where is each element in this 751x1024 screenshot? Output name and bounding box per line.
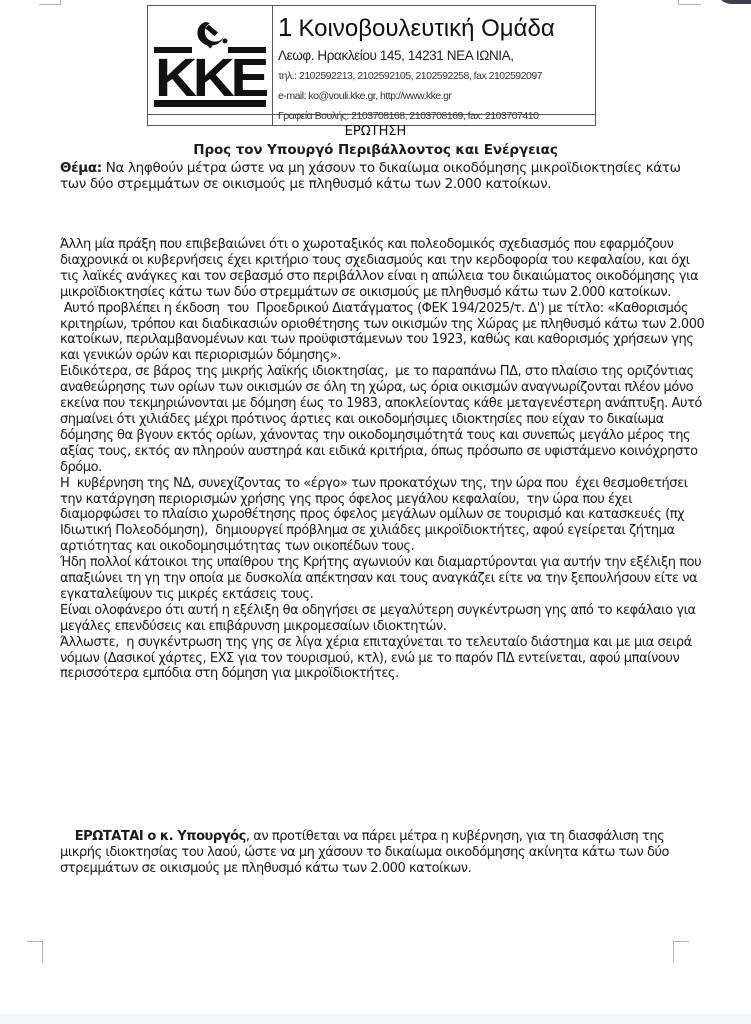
body-paragraph: Η κυβέρνηση της ΝΔ, συνεχίζοντας το «έργο» των προκατόχων της, την ώρα που έχει θεσμοθετήσει την κατάργηση περιορισμών χρήσης γης προς όφελος μεγάλου κεφαλαίου, την ώρα που έχει διαμορφώσει το πλαίσιο χωροθέτησης προς όφελος μεγάλων ομίλων σε τουρισμό και κατασκευές (πχ Ιδιωτική Πολεοδόμηση), δημιουργεί πρόβλημα σε χιλιάδες μικροϊδιοκτήτες, αφού εγείρεται ζήτημα αρτιότητας και οικοδομησιμότητας των οικοπέδων τους. bbox=[60, 475, 692, 555]
overlay-button-fragment bbox=[715, 0, 751, 4]
title-text: Κοινοβουλευτική Ομάδα bbox=[298, 15, 555, 42]
letterhead-parliament-offices: Γραφεία Βουλής: 2103708168, 2103708169, fax: 2103707410 bbox=[278, 110, 539, 122]
document-type: ΕΡΩΤΗΣΗ bbox=[344, 124, 407, 139]
body-paragraph: Αυτό προβλέπει η έκδοση του Προεδρικού Διατάγματος (ΦΕΚ 194/2025/τ. Δ') με τίτλο: «Καθορισμός κριτηρίων, τρόπου και διαδικασιών οριοθέτησης των οικισμών της Χώρας με πληθυσμό κάτω των 2.000 κατοίκων, περιλαμβανομένων και των προϋφιστάμενων του 1923, καθώς και καθορισμός χρήσεων γης και γενικών ορών και περιορισμών δόμησης». bbox=[60, 300, 709, 364]
letterhead bbox=[147, 5, 596, 126]
subject bbox=[60, 160, 700, 192]
page-corner-mark bbox=[39, 0, 61, 5]
page-corner-mark bbox=[27, 941, 43, 963]
party-logo bbox=[148, 6, 273, 114]
title-number: 1 bbox=[278, 12, 293, 42]
document-body bbox=[60, 237, 709, 682]
page-corner-mark bbox=[678, 0, 701, 5]
closing-text: , αν προτίθεται να πάρει μέτρα η κυβέρνηση, για τη διασφάλιση της μικρής ιδιοκτησίας του λαού, ώστε να μη χάσουν το δικαίωμα οικοδόμησης ακίνητα κάτω των δύο στρεμμάτων σε οικισμούς με πληθυσμό κάτω των 2.000 κατοίκων. bbox=[60, 829, 670, 876]
page-corner-mark bbox=[673, 941, 689, 963]
body-paragraph: Ήδη πολλοί κάτοικοι της υπαίθρου της Κρήτης αγωνιούν και διαμαρτύρονται για αυτήν την εξέλιξη που απαξιώνει τη γη την οποία με δυσκολία απέκτησαν και τους αναγκάζει είτε να την ξεπουλήσουν είτε να εγκαταλείψουν τις μικρές εκτάσεις τους. bbox=[60, 555, 705, 602]
addressee: Προς τον Υπουργό Περιβάλλοντος και Ενέργειας bbox=[193, 142, 558, 158]
body-paragraph: Είναι ολοφάνερο ότι αυτή η εξέλιξη θα οδηγήσει σε μεγαλύτερη συγκέντρωση γης από το κεφάλαιο για μεγάλες επενδύσεις και επιβάρυνση μικρομεσαίων ιδιοκτητών. bbox=[60, 602, 700, 634]
letterhead-email: e-mail: ko@vouli.kke.gr, http://www.kke.gr bbox=[278, 90, 452, 102]
closing-question bbox=[60, 829, 705, 877]
hammer-sickle-logo-icon bbox=[152, 14, 268, 110]
letterhead-info bbox=[278, 12, 591, 126]
viewer-bottom-bar bbox=[0, 1014, 751, 1024]
subject-text: Να ληφθούν μέτρα ώστε να μη χάσουν το δικαίωμα οικοδόμησης μικροϊδιοκτησίες κάτω των δύο στρεμμάτων σε οικισμούς με πληθυσμό κάτω των 2.000 κατοίκων. bbox=[60, 160, 681, 192]
body-paragraph: Άλλη μία πράξη που επιβεβαιώνει ότι ο χωροταξικός και πολεοδομικός σχεδιασμός που εφαρμόζουν διαχρονικά οι κυβερνήσεις έχει κριτήριο τους σχεδιασμούς και την κερδοφορία του κεφαλαίου, και όχι τις λαϊκές ανάγκες και τον σεβασμό στο περιβάλλον είναι η απώλεια του δικαιώματος οικοδόμησης για μικροϊδιοκτησίες κάτω των δύο στρεμμάτων σε οικισμούς με πληθυσμό κάτω των 2.000 κατοίκων. bbox=[60, 237, 702, 300]
letterhead-title bbox=[278, 12, 591, 44]
logo-text: ΚΚΕ bbox=[155, 48, 268, 108]
body-paragraph: Ειδικότερα, σε βάρος της μικρής λαϊκής ιδιοκτησίας, με το παραπάνω ΠΔ, στο πλαίσιο της οριζόντιας αναθεώρησης των ορίων των οικισμών σε όλη τη χώρα, ως όρια οικισμών αναγνωρίζονται πλέον μόνο εκείνα που τεκμηριώνονται με δόμηση έως το 1983, αποκλείοντας κάθε μεταγενέστερη ανάπτυξη. Αυτό σημαίνει ότι χιλιάδες μέχρι πρότινος άρτιες και οικοδομήσιμες ιδιοκτησίες που είχαν το δικαίωμα δόμησης θα βγουν εκτός ορίων, χάνοντας την οικοδομησιμότητά τους και συνεπώς μεγάλο μέρος της αξίας τους, εκτός αν πληρούν αυστηρά και ειδικά κριτήρια, όπως πρόσωπο σε υφιστάμενο κοινόχρηστο δρόμο. bbox=[60, 364, 706, 475]
letterhead-phones: τηλ.: 2102592213, 2102592105, 2102592258, fax 2102592097 bbox=[278, 70, 543, 82]
closing-label: ΕΡΩΤΑΤΑΙ ο κ. Υπουργός bbox=[74, 829, 246, 844]
body-paragraph: Άλλωστε, η συγκέντρωση της γης σε λίγα χέρια επιταχύνεται το τελευταίο διάστημα και με μια σειρά νόμων (Δασικοί χάρτες, ΕΧΣ για τον τουρισμού, κτλ), ενώ με το παρόν ΠΔ εντείνεται, αφού μπαίνουν περισσότερα εμπόδια στη δόμηση για μικροϊδιοκτήτες. bbox=[60, 634, 696, 682]
letterhead-address: Λεωφ. Ηρακλείου 145, 14231 ΝΕΑ ΙΩΝΙΑ, bbox=[278, 48, 514, 63]
subject-label: Θέμα: bbox=[60, 160, 102, 176]
